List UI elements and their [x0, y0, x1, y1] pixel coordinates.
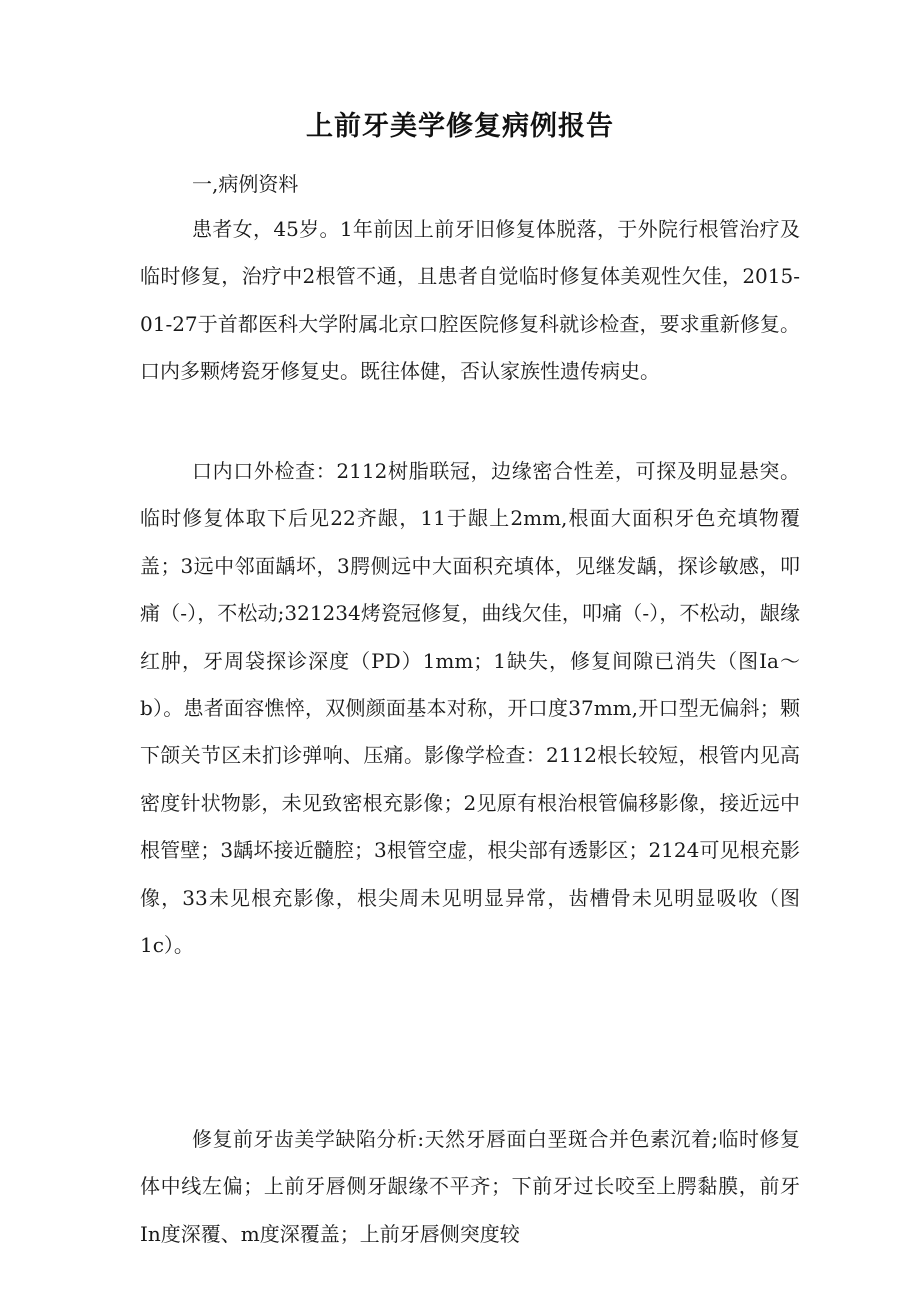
paragraph-examination: 口内口外检查：2112树脂联冠，边缘密合性差，可探及明显悬突。临时修复体取下后见22齐龈，11于龈上2mm,根面大面积牙色充填物覆盖；3远中邻面龋坏，3腭侧远中大面积充填体，见继发龋，探诊敏感，叩痛（-），不松动;321234烤瓷冠修复，曲线欠佳，叩痛（-），不松动，龈缘红肿，牙周袋探诊深度（PD）1mm；1缺失，修复间隙已消失（图Ia～b）。患者面容憔悴，双侧颜面基本对称，开口度37mm,开口型无偏斜；颗下颌关节区未扪诊弹响、压痛。影像学检查：2112根长较短，根管内见高密度针状物影，未见致密根充影像；2见原有根治根管偏移影像，接近远中根管壁；3龋坏接近髓腔；3根管空虚，根尖部有透影区；2124可见根充影像，33未见根充影像，根尖周未见明显异常，齿槽骨未见明显吸收（图1c）。 [140, 459, 800, 958]
document-title: 上前牙美学修复病例报告 [306, 111, 614, 142]
paragraph-history: 患者女，45岁。1年前因上前牙旧修复体脱落，于外院行根管治疗及临时修复，治疗中2根管不通，且患者自觉临时修复体美观性欠佳，2015-01-27于首都医科大学附属北京口腔医院修复科就诊检查，要求重新修复。口内多颗烤瓷牙修复史。既往体健，否认家族性遗传病史。 [140, 217, 800, 384]
paragraph-esthetic-analysis: 修复前牙齿美学缺陷分析:天然牙唇面白垩斑合并色素沉着;临时修复体中线左偏；上前牙唇侧牙龈缘不平齐；下前牙过长咬至上腭黏膜，前牙In度深覆、m度深覆盖；上前牙唇侧突度较 [140, 1127, 800, 1246]
section-heading: 一,病例资料 [192, 172, 299, 196]
